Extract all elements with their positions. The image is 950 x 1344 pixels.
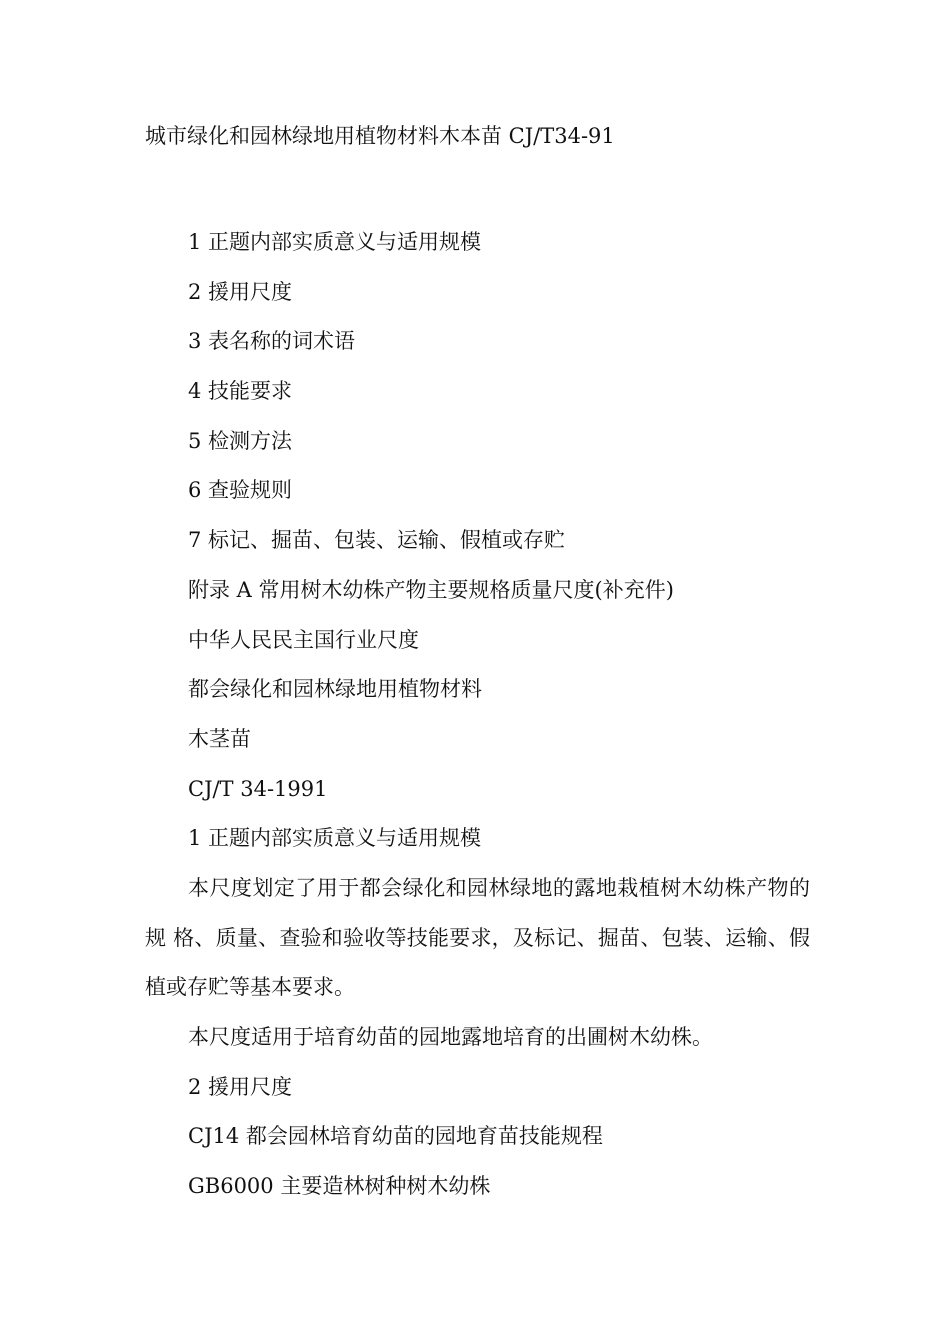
toc-item: 4 技能要求 [188, 379, 293, 404]
body-paragraph: 本尺度适用于培育幼苗的园地露地培育的出圃树木幼株。 [188, 1025, 713, 1050]
standard-header-line: 都会绿化和园林绿地用植物材料 [188, 677, 482, 702]
section-heading: 2 援用尺度 [188, 1074, 293, 1099]
toc-item: 附录 A 常用树木幼株产物主要规格质量尺度(补充件) [188, 577, 674, 602]
toc-item: 6 查验规则 [188, 478, 293, 503]
section-heading: 1 正题内部实质意义与适用规模 [188, 826, 482, 851]
standard-header-line: 中华人民民主国行业尺度 [188, 627, 419, 652]
toc-item: 3 表名称的词术语 [188, 329, 356, 354]
toc-item: 7 标记、掘苗、包装、运输、假植或存贮 [188, 528, 566, 553]
reference-item: GB6000 主要造林树种树木幼株 [188, 1174, 491, 1199]
reference-item: CJ14 都会园林培育幼苗的园地育苗技能规程 [188, 1124, 603, 1149]
body-paragraph: 本尺度划定了用于都会绿化和园林绿地的露地栽植树木幼株产物的规 格、质量、查验和验收等技能要求，及标记、掘苗、包装、运输、假植或存贮等基本要求。 [145, 875, 810, 1000]
toc-item: 2 援用尺度 [188, 279, 293, 304]
document-title: 城市绿化和园林绿地用植物材料木本苗 CJ/T34-91 [145, 124, 615, 148]
toc-item: 5 检测方法 [188, 428, 293, 453]
document-body [145, 218, 810, 1212]
toc-item: 1 正题内部实质意义与适用规模 [188, 230, 482, 254]
standard-code: CJ/T 34-1991 [188, 776, 328, 801]
standard-header-line: 木茎苗 [188, 726, 251, 751]
